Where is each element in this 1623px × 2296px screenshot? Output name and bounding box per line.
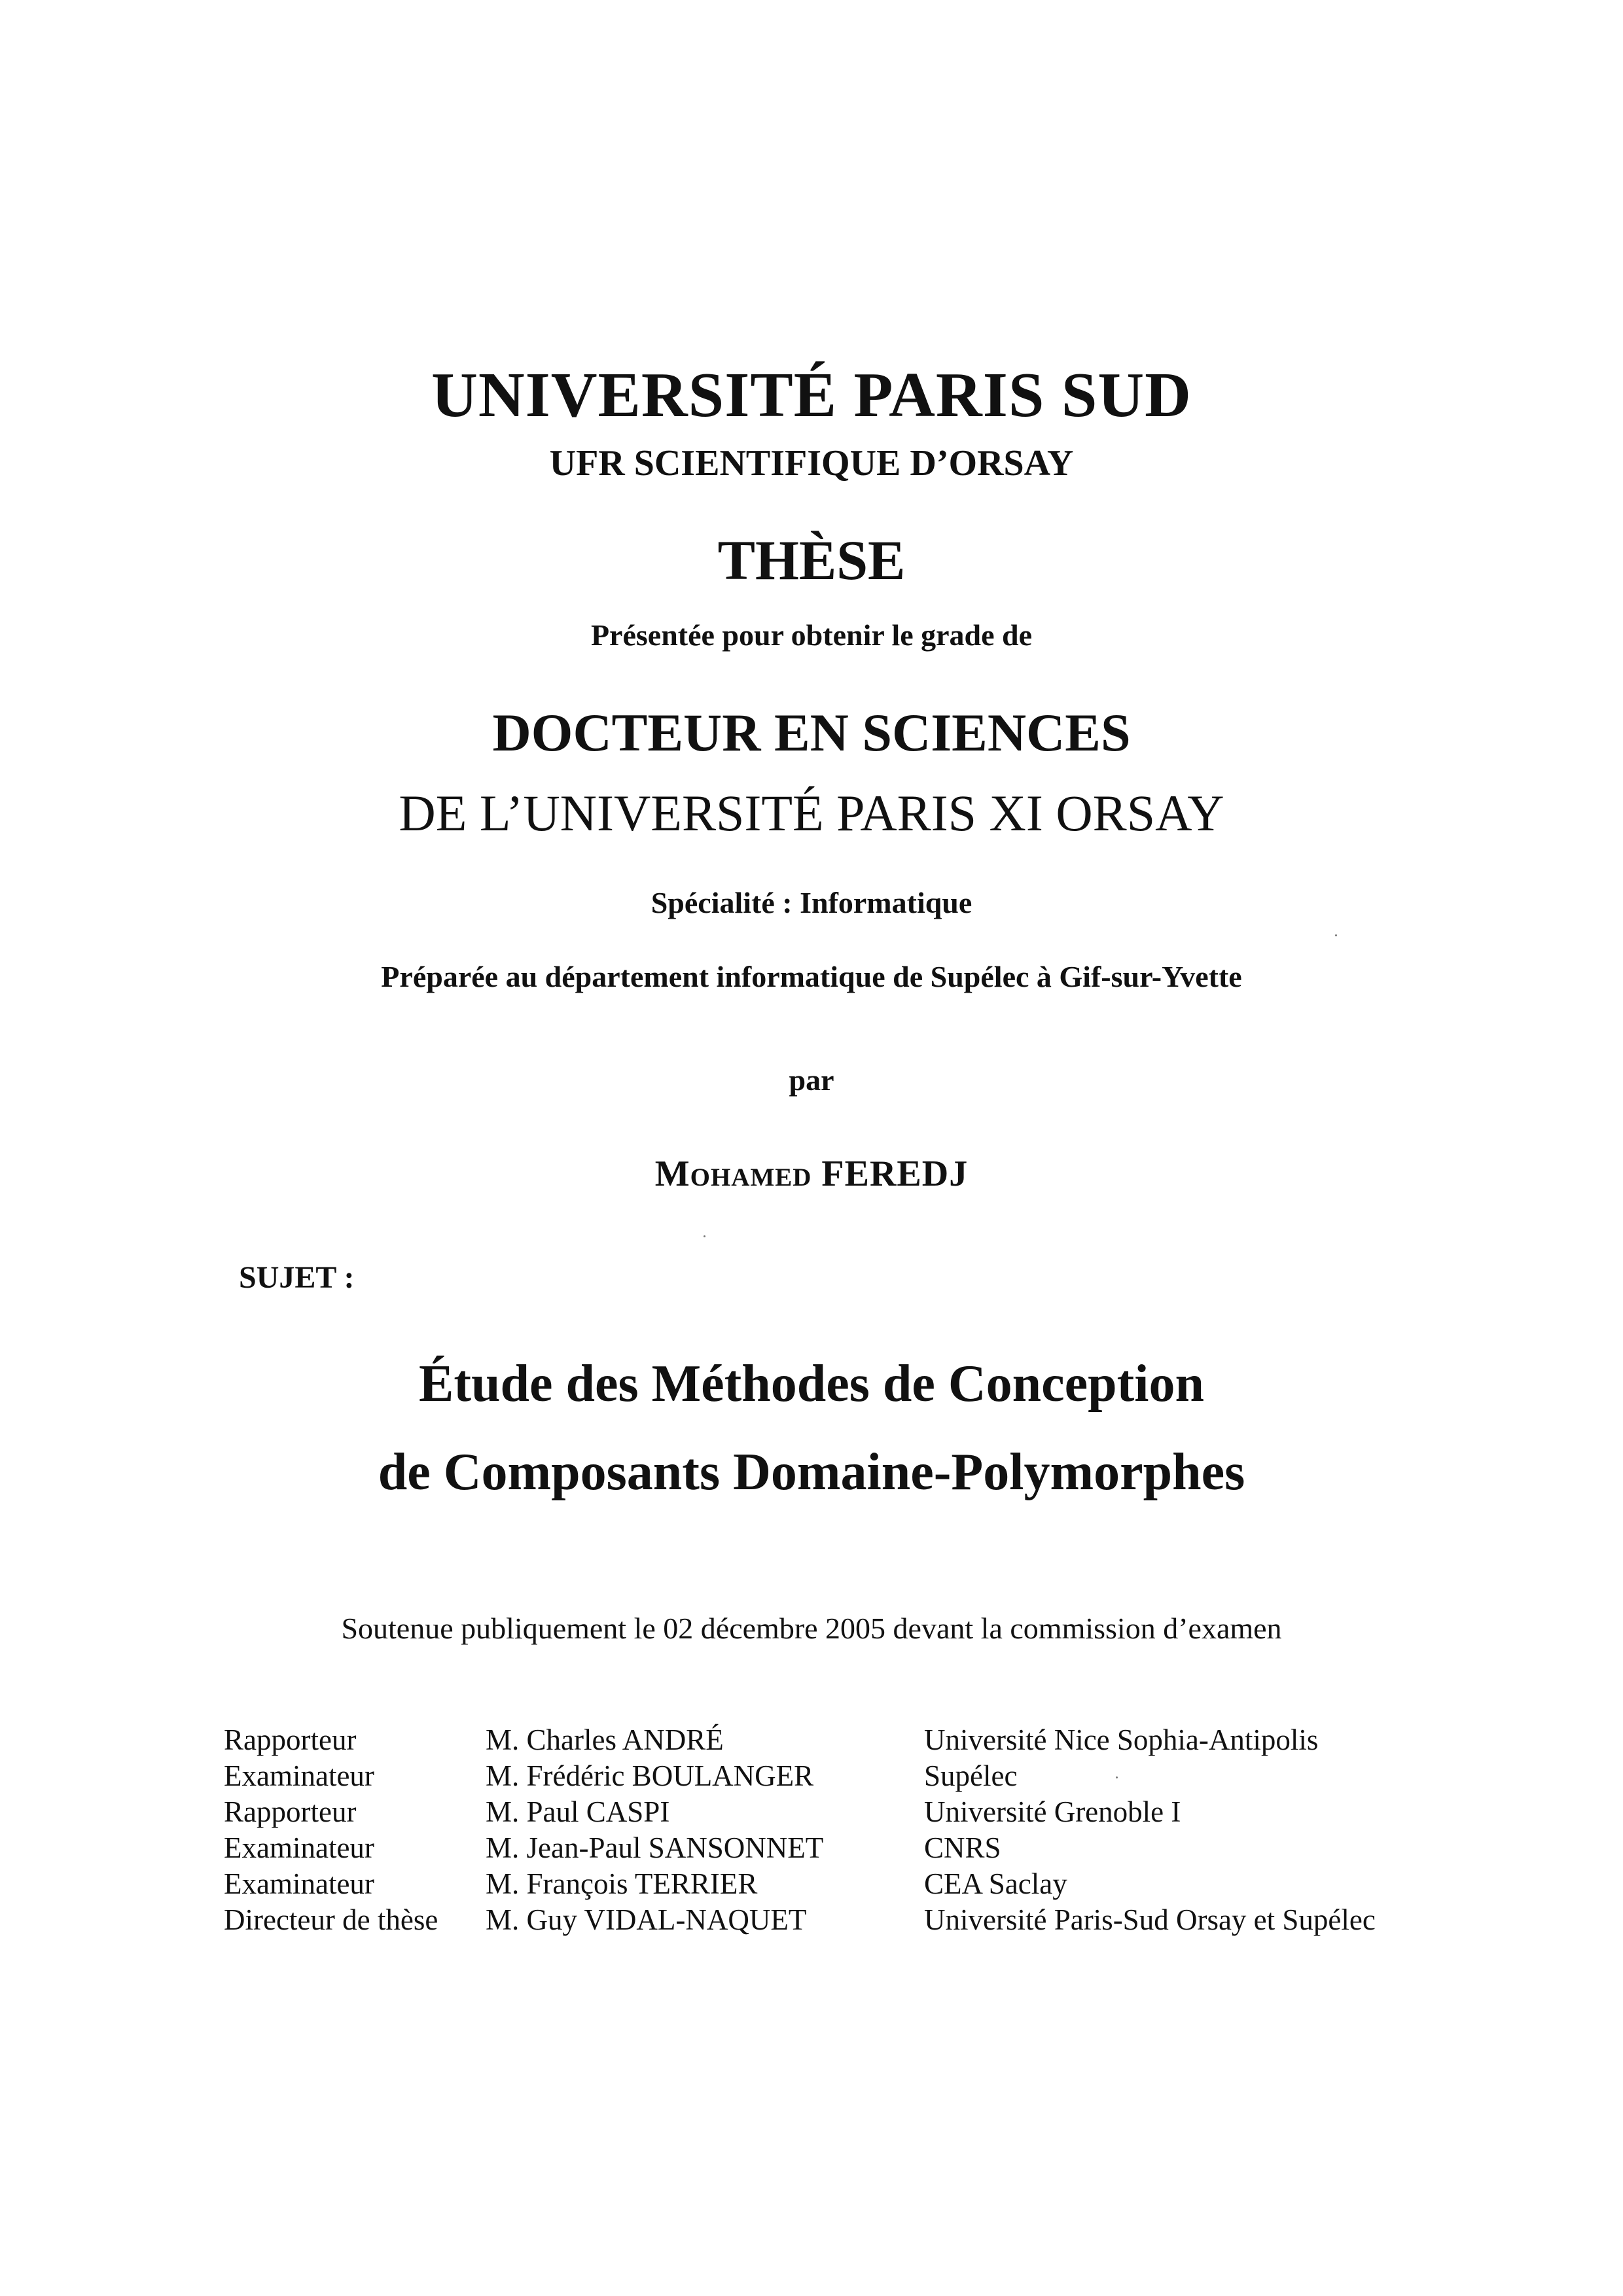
scan-speck <box>1335 934 1337 936</box>
author-name: Mohamed FEREDJ <box>654 1154 969 1194</box>
jury-member-name: M. François TERRIER <box>486 1867 758 1900</box>
prepared-at: Préparée au département informatique de Supélec à Gif-sur-Yvette <box>381 960 1242 993</box>
degree-title: DOCTEUR EN SCIENCES <box>492 703 1131 762</box>
presented-for-text: Présentée pour obtenir le grade de <box>590 618 1033 652</box>
jury-role: Examinateur <box>224 1867 374 1900</box>
by-label: par <box>789 1063 834 1097</box>
jury-role: Rapporteur <box>224 1723 357 1756</box>
jury-affiliation: Université Nice Sophia-Antipolis <box>924 1723 1319 1756</box>
jury-member-name: M. Jean-Paul SANSONNET <box>486 1831 824 1864</box>
specialty: Spécialité : Informatique <box>651 886 972 919</box>
jury-affiliation: Université Grenoble I <box>924 1795 1181 1828</box>
jury-member-name: M. Charles ANDRÉ <box>486 1723 724 1756</box>
university-name: UNIVERSITÉ PARIS SUD <box>431 360 1192 431</box>
jury-role: Rapporteur <box>224 1795 357 1828</box>
faculty-name: UFR SCIENTIFIQUE D’ORSAY <box>549 443 1074 484</box>
jury-affiliation: Supélec <box>924 1759 1018 1792</box>
jury-affiliation: Université Paris-Sud Orsay et Supélec <box>924 1903 1376 1936</box>
jury-role: Examinateur <box>224 1831 374 1864</box>
jury-role: Directeur de thèse <box>224 1903 438 1936</box>
subject-label: SUJET : <box>239 1260 355 1295</box>
defense-statement: Soutenue publiquement le 02 décembre 2005 devant la commission d’examen <box>341 1612 1282 1645</box>
jury-affiliation: CEA Saclay <box>924 1867 1067 1900</box>
jury-member-name: M. Guy VIDAL-NAQUET <box>486 1903 807 1936</box>
jury-role: Examinateur <box>224 1759 374 1792</box>
jury-affiliation: CNRS <box>924 1831 1001 1864</box>
thesis-title-line-2: de Composants Domaine-Polymorphes <box>378 1443 1245 1501</box>
degree-university: DE L’UNIVERSITÉ PARIS XI ORSAY <box>399 785 1224 841</box>
jury-member-name: M. Frédéric BOULANGER <box>486 1759 814 1792</box>
scan-speck <box>1116 1776 1118 1778</box>
thesis-title-line-1: Étude des Méthodes de Conception <box>418 1355 1205 1413</box>
jury-member-name: M. Paul CASPI <box>486 1795 670 1828</box>
scan-speck <box>704 1235 705 1237</box>
document-type: THÈSE <box>717 529 906 592</box>
